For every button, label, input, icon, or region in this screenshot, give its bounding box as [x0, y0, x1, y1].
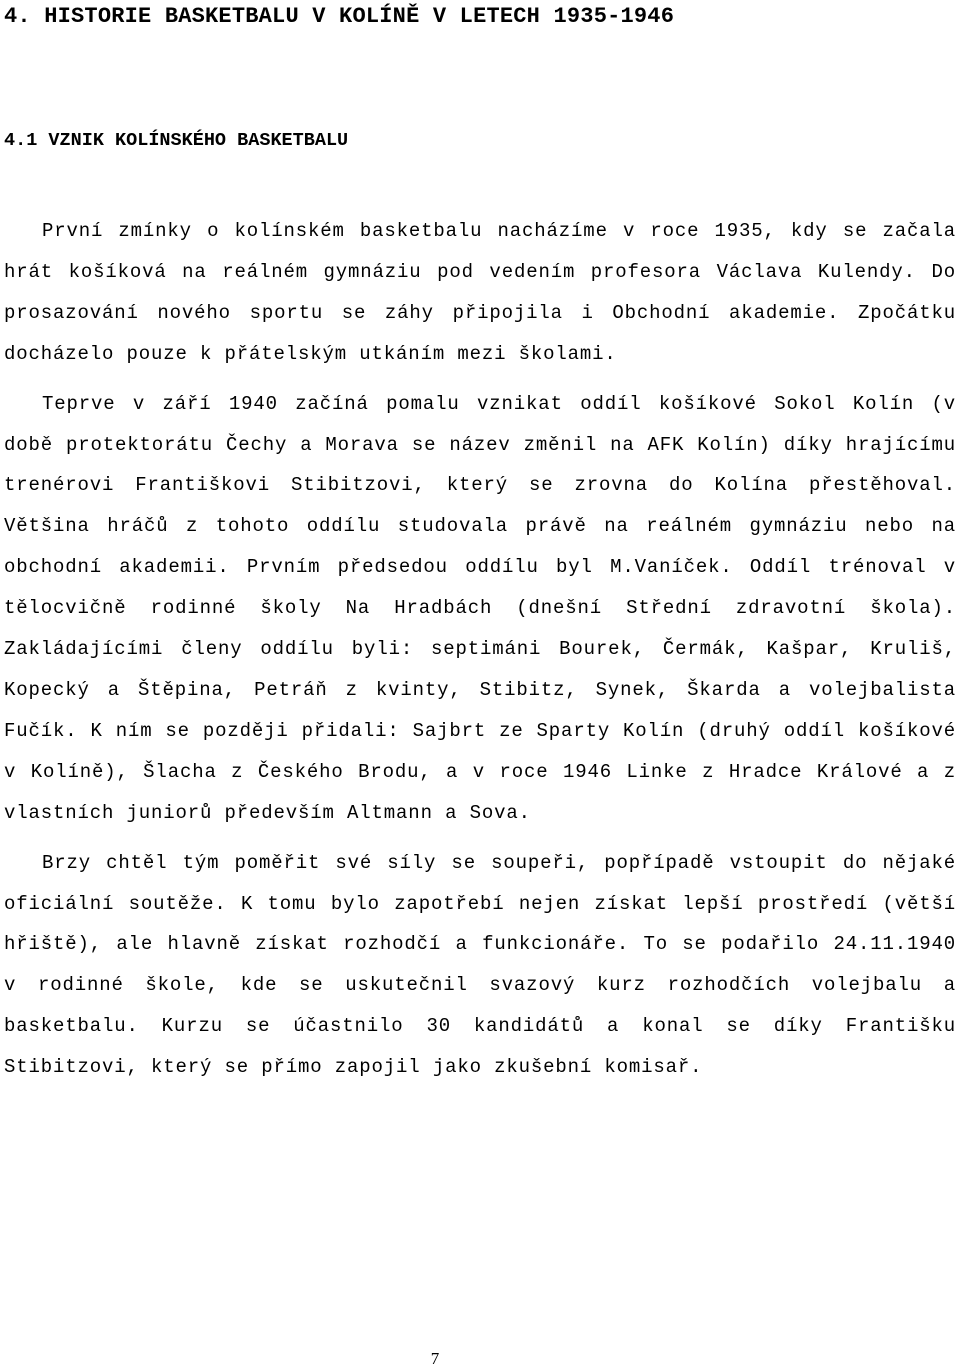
section-title: 4.1 VZNIK KOLÍNSKÉHO BASKETBALU [4, 130, 349, 151]
paragraph-3: Brzy chtěl tým poměřit své síly se soupeři, popřípadě vstoupit do nějaké oficiální soutěže. K tomu bylo zapotřebí nejen získat lepší prostředí (větší hřiště), ale hlavně získat rozhodčí a funkcionáře. To se podařilo 24.11.1940 v rodinné škole, kde se uskutečnil svazový kurz rozhodčích volejbalu a basketbalu. Kurzu se účastnilo 30 kandidátů a konal se díky Františku Stibitzovi, který se přímo zapojil jako zkušební komisař. [4, 851, 956, 1079]
paragraph-1: První zmínky o kolínském basketbalu nacházíme v roce 1935, kdy se začala hrát košíková na reálném gymnáziu pod vedením profesora Václava Kulendy. Do prosazování nového sportu se záhy připojila i Obchodní akademie. Zpočátku docházelo pouze k přátelským utkáním mezi školami. [4, 220, 956, 365]
section-body [4, 211, 956, 1088]
page-number: 7 [430, 1349, 440, 1368]
paragraph-2: Teprve v září 1940 začíná pomalu vznikat oddíl košíkové Sokol Kolín (v době protektorátu Čechy a Morava se název změnil na AFK Kolín) díky hrajícímu trenérovi Františkovi Stibitzovi, který se zrovna do Kolína přestěhoval. Většina hráčů z tohoto oddílu studovala právě na reálném gymnáziu nebo na obchodní akademii. Prvním předsedou oddílu byl M.Vaníček. Oddíl trénoval v tělocvičně rodinné školy Na Hradbách (dnešní Střední zdravotní škola). Zakládajícími členy oddílu byli: septimáni Bourek, Čermák, Kašpar, Kruliš, Kopecký a Štěpina, Petráň z kvinty, Stibitz, Synek, Škarda a volejbalista Fučík. K ním se později přidali: Sajbrt ze Sparty Kolín (druhý oddíl košíkové v Kolíně), Šlacha z Českého Brodu, a v roce 1946 Linke z Hradce Králové a z vlastních juniorů především Altmann a Sova. [4, 392, 956, 824]
document-page [4, 0, 956, 1088]
chapter-title: 4. HISTORIE BASKETBALU V KOLÍNĚ V LETECH 1935-1946 [4, 4, 675, 29]
